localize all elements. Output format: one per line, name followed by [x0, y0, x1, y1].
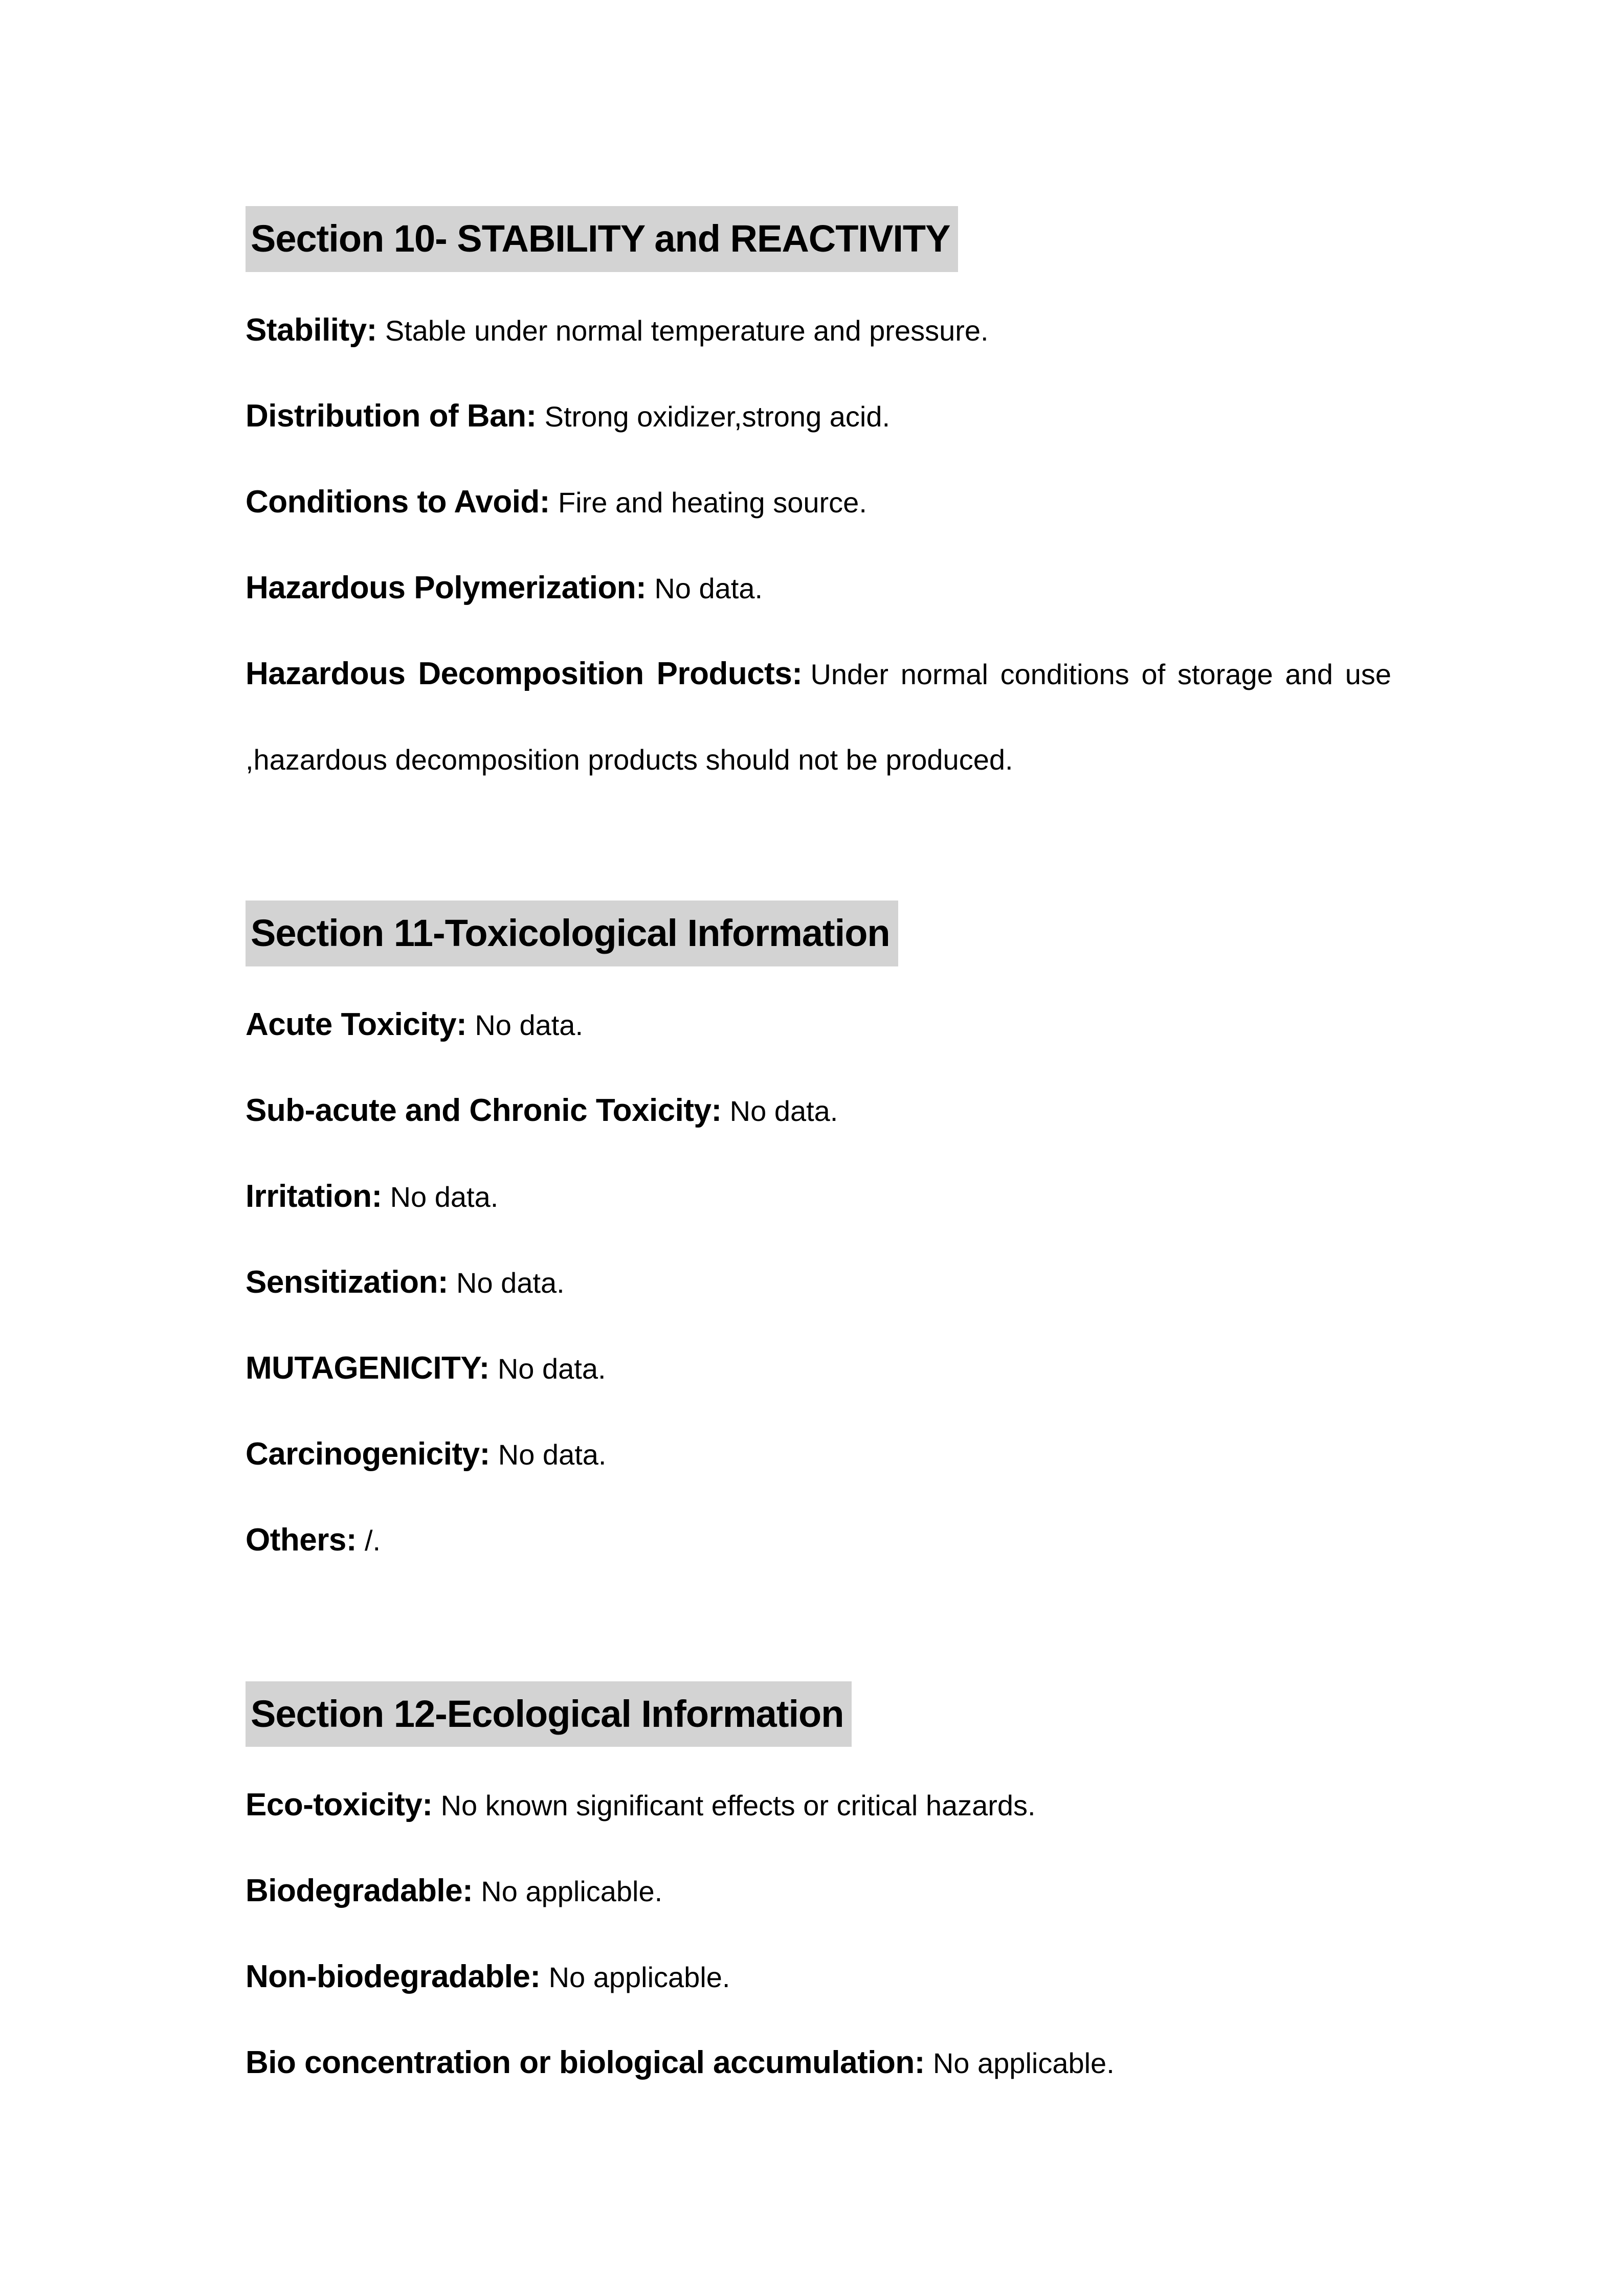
field-label: Distribution of Ban:	[246, 398, 537, 434]
field-value: No data.	[654, 572, 763, 604]
section-12-title: Section 12-Ecological Information	[246, 1681, 852, 1747]
section-stability-reactivity	[246, 206, 1391, 802]
field-value: No data.	[498, 1438, 607, 1471]
section-10-title: Section 10- STABILITY and REACTIVITY	[246, 206, 958, 272]
field-value: Stable under normal temperature and pressure.	[385, 314, 989, 347]
field-hazardous-decomposition-products	[246, 631, 1391, 802]
field-stability	[246, 287, 1391, 373]
field-value: Strong oxidizer,strong acid.	[544, 400, 891, 433]
field-label: Bio concentration or biological accumulation:	[246, 2045, 925, 2081]
field-label: MUTAGENICITY:	[246, 1350, 490, 1386]
field-mutagenicity	[246, 1325, 1391, 1411]
field-label: Conditions to Avoid:	[246, 484, 550, 520]
field-value: No applicable.	[481, 1875, 663, 1908]
field-biodegradable	[246, 1848, 1391, 1934]
field-label: Eco-toxicity:	[246, 1787, 433, 1823]
field-value: No applicable.	[932, 2047, 1115, 2080]
field-value: No applicable.	[548, 1961, 730, 1994]
field-value: No data.	[456, 1266, 565, 1299]
field-carcinogenicity	[246, 1411, 1391, 1497]
field-others	[246, 1497, 1391, 1583]
field-conditions-to-avoid	[246, 459, 1391, 545]
field-label: Hazardous Decomposition Products:	[246, 656, 803, 691]
field-value: No data.	[390, 1180, 499, 1213]
field-distribution-of-ban	[246, 373, 1391, 459]
field-sensitization	[246, 1240, 1391, 1325]
field-label: Non-biodegradable:	[246, 1959, 541, 1995]
field-eco-toxicity	[246, 1762, 1391, 1848]
field-hazardous-polymerization	[246, 545, 1391, 631]
field-label: Sub-acute and Chronic Toxicity:	[246, 1092, 722, 1128]
field-bio-concentration	[246, 2020, 1391, 2106]
field-label: Irritation:	[246, 1178, 382, 1214]
field-value: No known significant effects or critical hazards.	[440, 1789, 1036, 1822]
field-label: Acute Toxicity:	[246, 1006, 467, 1042]
section-11-title: Section 11-Toxicological Information	[246, 901, 898, 966]
field-label: Carcinogenicity:	[246, 1436, 490, 1472]
field-value: No data.	[475, 1008, 584, 1041]
field-label: Others:	[246, 1522, 357, 1558]
field-acute-toxicity	[246, 982, 1391, 1068]
field-label: Stability:	[246, 312, 377, 348]
field-subacute-chronic-toxicity	[246, 1068, 1391, 1154]
field-value: No data.	[729, 1094, 838, 1127]
field-label: Biodegradable:	[246, 1873, 473, 1909]
section-ecological-information	[246, 1681, 1391, 2106]
section-toxicological-information	[246, 901, 1391, 1583]
field-label: Hazardous Polymerization:	[246, 570, 647, 605]
field-value: /.	[364, 1524, 381, 1557]
field-value: Fire and heating source.	[558, 486, 867, 519]
field-value: No data.	[497, 1352, 606, 1385]
field-non-biodegradable	[246, 1934, 1391, 2020]
field-value: Under normal conditions of storage and use ,hazardous decomposition products should not be produced.	[246, 658, 1391, 776]
field-label: Sensitization:	[246, 1264, 449, 1300]
field-irritation	[246, 1154, 1391, 1240]
